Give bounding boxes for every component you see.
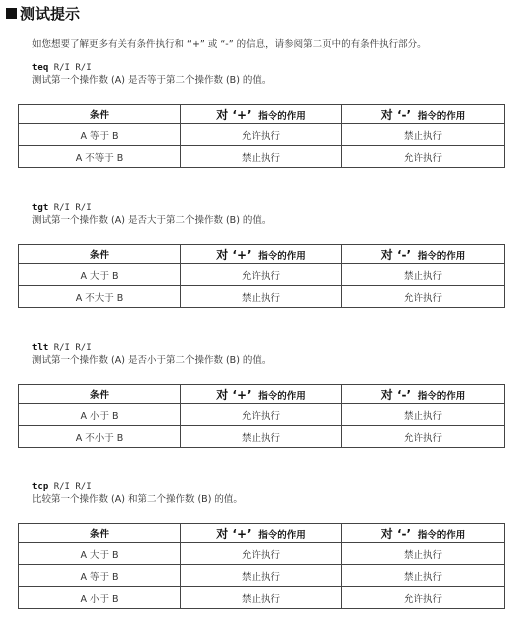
cell-minus: 禁止执行: [342, 124, 505, 146]
header-effect: 指令的作用: [258, 110, 306, 122]
cell-condition: A 大于 B: [19, 543, 181, 565]
page-title: 测试提示: [20, 5, 81, 23]
header-effect: 指令的作用: [417, 110, 466, 122]
cell-condition: A 大于 B: [19, 264, 181, 286]
table-header-row: [19, 245, 505, 264]
table-row: [19, 124, 505, 146]
header-condition: 条件: [19, 105, 181, 124]
header-minus: [342, 105, 505, 124]
header-minus-prefix: 对 ‘-’: [380, 247, 412, 262]
intro-text: 如您想要了解更多有关有条件执行和 “+” 或 “-” 的信息，请参阅第二页中的有条件执行部分。: [32, 39, 427, 50]
command-name: teq: [32, 63, 49, 73]
cell-plus: 允许执行: [181, 124, 342, 146]
header-minus: [342, 245, 505, 264]
cell-condition: A 等于 B: [19, 124, 181, 146]
command-description: 测试第一个操作数 (A) 是否大于第二个操作数 (B) 的值。: [32, 215, 272, 226]
condition-table: [18, 244, 505, 308]
command-line: [32, 202, 504, 214]
header-effect: 指令的作用: [417, 390, 466, 402]
cell-minus: 禁止执行: [342, 543, 505, 565]
header-minus-prefix: 对 ‘-’: [380, 107, 412, 122]
table-header-row: [19, 524, 505, 543]
section-tlt: [18, 342, 504, 448]
condition-table: [18, 384, 505, 448]
header-effect: 指令的作用: [417, 529, 466, 541]
command-operands: R/I R/I: [53, 203, 92, 213]
table-row: [19, 543, 505, 565]
cell-plus: 禁止执行: [181, 565, 342, 587]
cell-plus: 允许执行: [181, 264, 342, 286]
header-condition: 条件: [19, 524, 181, 543]
header-condition: 条件: [19, 245, 181, 264]
command-name: tlt: [32, 343, 49, 353]
header-minus-prefix: 对 ‘-’: [380, 526, 412, 541]
command-description: 测试第一个操作数 (A) 是否等于第二个操作数 (B) 的值。: [32, 75, 272, 86]
condition-table: [18, 523, 505, 609]
heading-square-icon: [6, 8, 17, 19]
header-effect: 指令的作用: [417, 250, 466, 262]
header-minus-prefix: 对 ‘-’: [380, 387, 412, 402]
header-plus: [181, 105, 342, 124]
table-row: [19, 286, 505, 308]
command-line: [32, 62, 504, 74]
command-line: [32, 481, 504, 493]
table-row: [19, 426, 505, 448]
cell-minus: 禁止执行: [342, 565, 505, 587]
cell-condition: A 不等于 B: [19, 146, 181, 168]
cell-condition: A 小于 B: [19, 404, 181, 426]
header-effect: 指令的作用: [258, 390, 306, 402]
command-description: 测试第一个操作数 (A) 是否小于第二个操作数 (B) 的值。: [32, 355, 272, 366]
cell-minus: 禁止执行: [342, 264, 505, 286]
table-row: [19, 264, 505, 286]
page-heading: [6, 3, 80, 24]
table-row: [19, 565, 505, 587]
header-plus: [181, 524, 342, 543]
table-row: [19, 404, 505, 426]
cell-minus: 禁止执行: [342, 404, 505, 426]
cell-plus: 允许执行: [181, 404, 342, 426]
cell-minus: 允许执行: [342, 146, 505, 168]
header-plus-prefix: 对 ‘+’: [216, 107, 252, 122]
header-minus: [342, 385, 505, 404]
cell-plus: 禁止执行: [181, 286, 342, 308]
section-teq: [18, 62, 504, 168]
cell-condition: A 不大于 B: [19, 286, 181, 308]
header-plus-prefix: 对 ‘+’: [216, 526, 252, 541]
table-header-row: [19, 105, 505, 124]
cell-condition: A 小于 B: [19, 587, 181, 609]
command-operands: R/I R/I: [53, 63, 92, 73]
cell-plus: 禁止执行: [181, 426, 342, 448]
command-description: 比较第一个操作数 (A) 和第二个操作数 (B) 的值。: [32, 494, 243, 505]
cell-minus: 允许执行: [342, 587, 505, 609]
cell-plus: 禁止执行: [181, 146, 342, 168]
header-minus: [342, 524, 505, 543]
cell-minus: 允许执行: [342, 426, 505, 448]
command-name: tgt: [32, 203, 49, 213]
header-plus-prefix: 对 ‘+’: [216, 387, 252, 402]
header-condition: 条件: [19, 385, 181, 404]
command-line: [32, 342, 504, 354]
command-name: tcp: [32, 482, 49, 492]
header-plus-prefix: 对 ‘+’: [216, 247, 252, 262]
command-operands: R/I R/I: [53, 343, 92, 353]
command-operands: R/I R/I: [53, 482, 92, 492]
header-plus: [181, 385, 342, 404]
header-plus: [181, 245, 342, 264]
cell-plus: 禁止执行: [181, 587, 342, 609]
cell-condition: A 不小于 B: [19, 426, 181, 448]
cell-minus: 允许执行: [342, 286, 505, 308]
header-effect: 指令的作用: [258, 250, 306, 262]
section-tcp: [18, 481, 504, 609]
condition-table: [18, 104, 505, 168]
cell-condition: A 等于 B: [19, 565, 181, 587]
table-row: [19, 587, 505, 609]
cell-plus: 允许执行: [181, 543, 342, 565]
table-row: [19, 146, 505, 168]
table-header-row: [19, 385, 505, 404]
section-tgt: [18, 202, 504, 308]
header-effect: 指令的作用: [258, 529, 306, 541]
